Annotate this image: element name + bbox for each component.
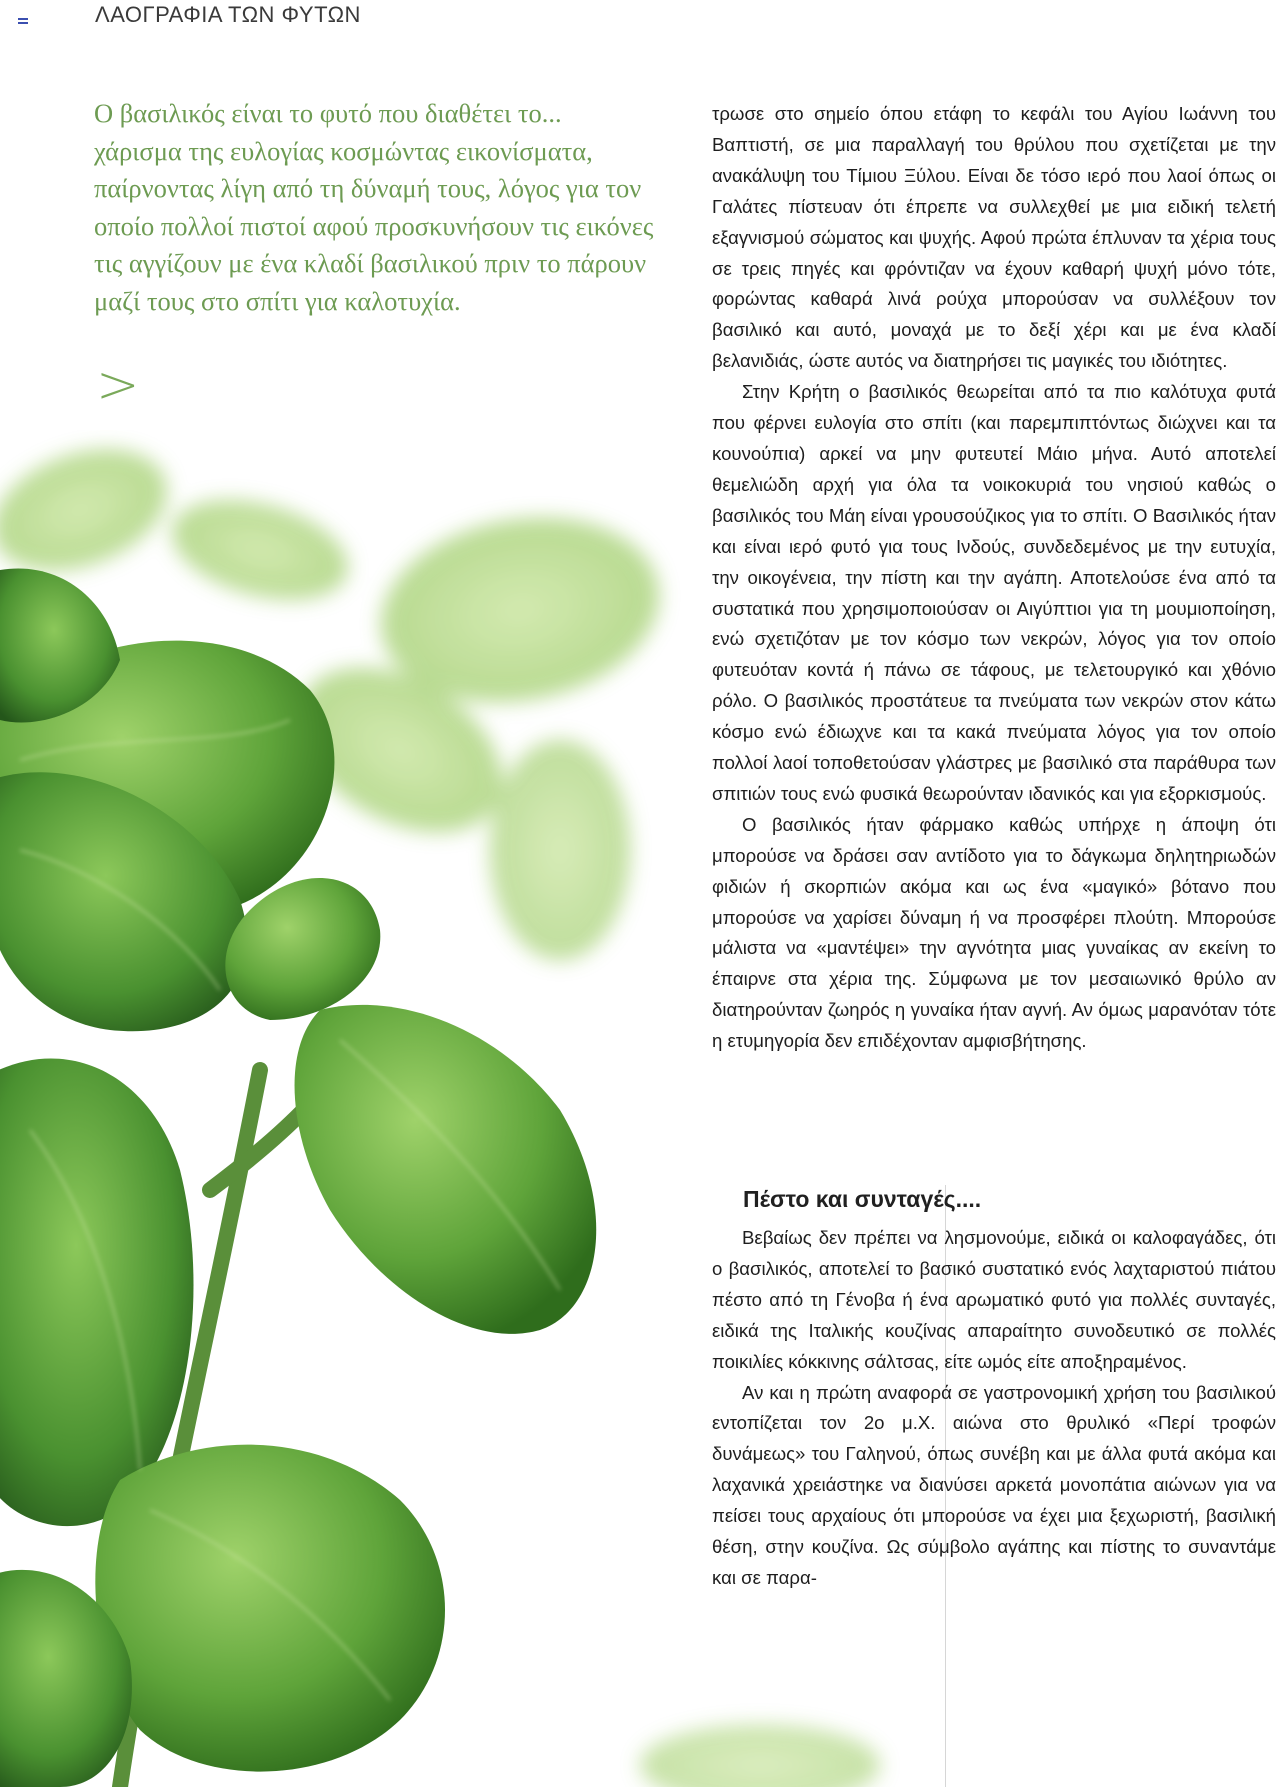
article-paragraph-3: Ο βασιλικός ήταν φάρμακο καθώς υπήρχε η άποψη ότι μπορούσε να δράσει σαν αντίδοτο για το δάγκωμα δηλητηριωδών φιδιών ή σκορπιών ακόμα και ως ένα «μαγικό» βότανο που μπορούσε να χαρίσει δύναμη ή να προσφέρει πλούτη. Μπορούσε μάλιστα να «μαντέψει» την αγνότητα μιας γυναίκας αν εκείνη το έπαιρνε στα χέρια της. Σύμφωνα με τον μεσαιωνικό θρύλο αν διατηρούνταν ζωηρός η γυναίκα ήταν αγνή. Αν όμως μαρανόταν τότε η ετυμηγορία δεν επιδέχονταν αμφισβήτησης. — [712, 813, 1276, 1052]
page-header-title: ΛΑΟΓΡΑΦΙΑ ΤΩΝ ΦΥΤΩΝ — [95, 2, 361, 27]
pull-quote: Ο βασιλικός είναι το φυτό που διαθέτει το... χάρισμα της ευλογίας κοσμώντας εικονίσματα, παίρνοντας λίγη από τη δύναμή τους, λόγος για τον οποίο πολλοί πιστοί αφού προσκυνήσουν τις εικόνες τις αγγίζουν με ένα κλαδί βασιλικού πριν το πάρουν μαζί τους στο σπίτι για καλοτυχία. — [94, 98, 654, 316]
arrow-icon: > — [96, 355, 140, 415]
article-paragraph-5: Αν και η πρώτη αναφορά σε γαστρονομική χρήση του βασιλικού εντοπίζεται τον 2ο μ.Χ. αιώνα στο θρυλικό «Περί τροφών δυνάμεως» του Γαληνού, όπως συνέβη και με άλλα φυτά ακόμα και λαχανικά χρειάστηκε να διανύσει αρκετά μονοπάτια αιώνων για να πείσει τους αρχαίους ότι μπορούσε να έχει μια ξεχωριστή, βασιλική θέση, στην κουζίνα. Ως σύμβολο αγάπης και πίστης το συναντάμε και σε παρα- — [712, 1381, 1276, 1588]
article-paragraph-2: Στην Κρήτη ο βασιλικός θεωρείται από τα πιο καλότυχα φυτά που φέρνει ευλογία στο σπίτι (και παρεμπιπτόντως διώχνει και τα κουνούπια) αρκεί να μην φυτευτεί Μάιο μήνα. Αυτό αποτελεί θεμελιώδη αρχή για όλα τα νοικοκυριά του νησιού καθώς ο βασιλικός του Μάη είναι γρουσούζικος για το σπίτι. Ο Βασιλικός ήταν και είναι ιερό φυτό για τους Ινδούς, συνδεδεμένος με την ευτυχία, την οικογένεια, την πίστη και την αγάπη. Αποτελούσε ένα από τα συστατικά που χρησιμοποιούσαν οι Αιγύπτιοι για τη μουμιοποίηση, ενώ σχετιζόταν με τον κόσμο των νεκρών, λόγος για τον οποίο φυτευόταν κοντά ή πάνω σε τάφους, με τελετουργικό και χθόνιο ρόλο. Ο βασιλικός προστάτευε τα πνεύματα των νεκρών στον κάτω κόσμο ενώ έδιωχνε και τα κακά πνεύματα λόγος για τον οποίο πολλοί λαοί τοποθετούσαν γλάστρες με βασιλικό στα παράθυρα των σπιτιών τους ενώ φυσικά θεωρούνταν ιδανικός και για εξορκισμούς. — [712, 381, 1276, 804]
section-heading: Πέστο και συνταγές.... — [743, 1186, 982, 1212]
article-paragraph-4: Βεβαίως δεν πρέπει να λησμονούμε, ειδικά οι καλοφαγάδες, ότι ο βασιλικός, αποτελεί το βασικό συστατικό ενός λαχταριστού πιάτου πέστο από τη Γένοβα ή ένα αρωματικό φυτό για πολλές συνταγές, ειδικά της Ιταλικής κουζίνας απαραίτητο συνοδευτικό σε πολλές ποικιλίες κόκκινης σάλτσας, είτε ωμός είτε αποξηραμένος. — [712, 1227, 1276, 1372]
article-body-column — [712, 99, 1276, 1057]
article-paragraph-1: τρωσε στο σημείο όπου ετάφη το κεφάλι του Αγίου Ιωάννη του Βαπτιστή, σε μια παραλλαγή του θρύλου που σχετίζεται με την ανακάλυψη του Τίμιου Ξύλου. Είναι δε τόσο ιερό που λαοί όπως οι Γαλάτες πίστευαν ότι έπρεπε να συλλεχθεί με μια ειδική τελετή εξαγνισμού σώματος και ψυχής. Αφού πρώτα έπλυναν τα χέρια τους σε τρεις πηγές και φρόντιζαν να έχουν καθαρή ψυχή μόνο τότε, φορώντας καθαρά λινά ρούχα μπορούσαν να συλλέξουν τον βασιλικό και αυτό, μοναχά με το δεξί χέρι και με ένα κλαδί βελανιδιάς, ώστε αυτός να διατηρήσει τις μαγικές του ιδιότητες. — [712, 103, 1276, 372]
article-section-2 — [712, 1223, 1276, 1594]
header-mark-icon — [18, 18, 28, 24]
